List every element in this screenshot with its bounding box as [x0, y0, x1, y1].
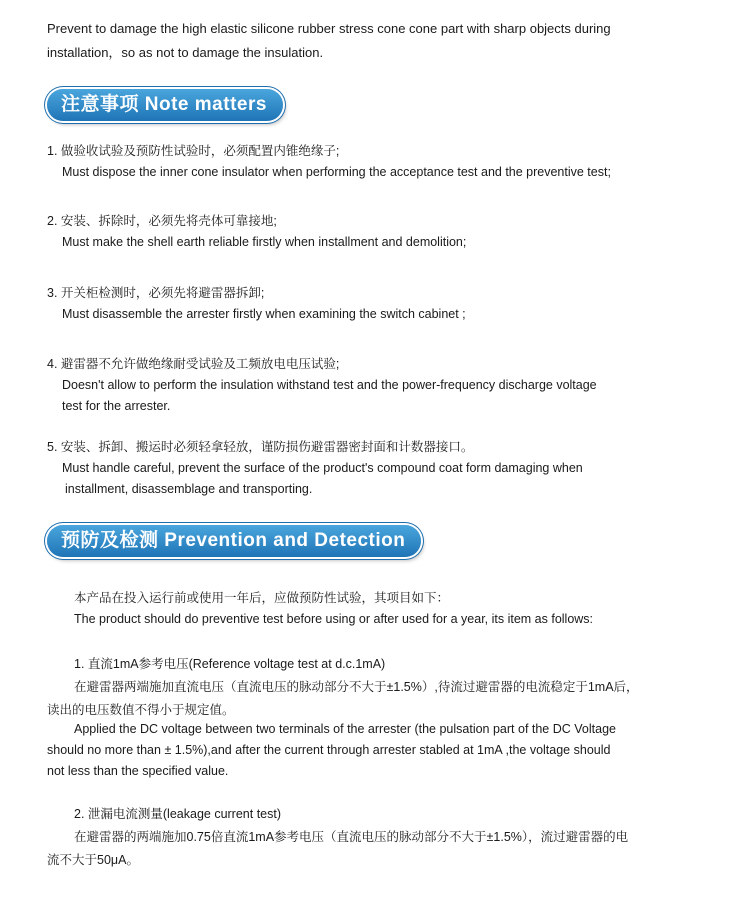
test-2-heading: 2. 泄漏电流测量(leakage current test) [74, 807, 282, 821]
note-en: Must disassemble the arrester firstly when examining the switch cabinet ; [62, 307, 466, 321]
section-title: 注意事项 Note matters [61, 94, 267, 115]
prevention-intro-en: The product should do preventive test before using or after used for a year, its item as follows: [74, 612, 594, 626]
test-1-zh-line-2: 读出的电压数值不得小于规定值。 [47, 703, 235, 717]
note-en: Must handle careful, prevent the surface of the product's compound coat form damaging when [62, 461, 583, 475]
test-2-zh-line-2: 流不大于50μA。 [47, 853, 139, 867]
note-item-2 [47, 211, 466, 253]
test-1-en-line-2: should no more than ± 1.5%),and after the current through arrester stabled at 1mA ,the voltage should [47, 743, 611, 757]
intro-paragraph [47, 17, 611, 65]
section-header-note-matters [47, 89, 283, 121]
note-item-5 [47, 437, 583, 500]
intro-line-2: installation，so as not to damage the insulation. [47, 45, 324, 60]
note-item-4 [47, 354, 597, 417]
intro-line-1: Prevent to damage the high elastic silicone rubber stress cone cone part with sharp objects during [47, 21, 611, 36]
test-1-heading: 1. 直流1mA参考电压(Reference voltage test at d.c.1mA) [74, 657, 386, 671]
note-zh: 3. 开关柜检测时，必须先将避雷器拆卸; [47, 286, 265, 300]
note-zh: 1. 做验收试验及预防性试验时，必须配置内锥绝缘子; [47, 144, 340, 158]
section-header-prevention-detection [47, 525, 421, 557]
test-1-en-line-3: not less than the specified value. [47, 764, 229, 778]
test-2-zh-line-1: 在避雷器的两端施加0.75倍直流1mA参考电压（直流电压的脉动部分不大于±1.5%），流过避雷器的电 [74, 830, 629, 844]
section-title: 预防及检测 Prevention and Detection [61, 530, 406, 551]
note-item-1 [47, 141, 611, 183]
note-en: Must dispose the inner cone insulator when performing the acceptance test and the preventive test; [62, 165, 611, 179]
prevention-intro-zh: 本产品在投入运行前或使用一年后，应做预防性试验，其项目如下： [74, 591, 450, 605]
note-en-continued: installment, disassemblage and transporting. [65, 482, 313, 496]
note-en: Must make the shell earth reliable firstly when installment and demolition; [62, 235, 467, 249]
note-zh: 4. 避雷器不允许做绝缘耐受试验及工频放电电压试验; [47, 357, 340, 371]
note-en: Doesn't allow to perform the insulation withstand test and the power-frequency discharge voltage [62, 378, 597, 392]
test-1-zh-line-1: 在避雷器两端施加直流电压（直流电压的脉动部分不大于±1.5%）,待流过避雷器的电流稳定于1mA后， [74, 680, 639, 694]
test-1-en-line-1: Applied the DC voltage between two terminals of the arrester (the pulsation part of the DC Voltage [74, 722, 616, 736]
note-en-continued: test for the arrester. [62, 399, 171, 413]
note-item-3 [47, 283, 466, 325]
note-zh: 5. 安装、拆卸、搬运时必须轻拿轻放，谨防损伤避雷器密封面和计数器接口。 [47, 440, 474, 454]
note-zh: 2. 安装、拆除时，必须先将壳体可靠接地; [47, 214, 277, 228]
